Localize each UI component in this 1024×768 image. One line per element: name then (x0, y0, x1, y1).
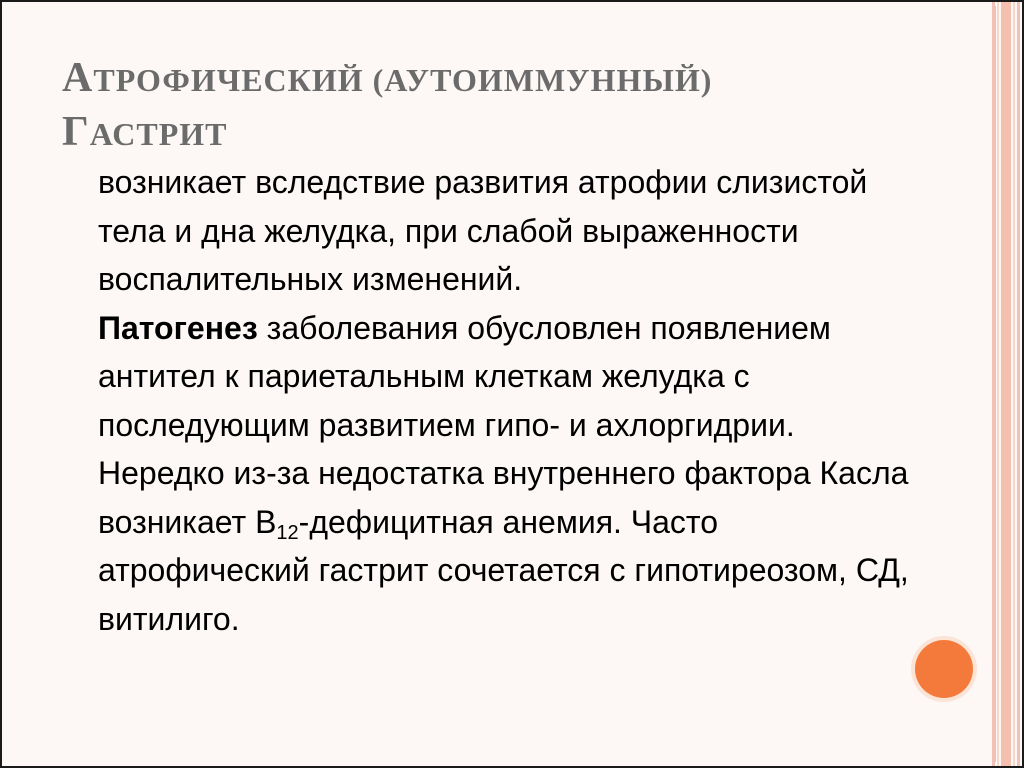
b12-subscript: 12 (276, 521, 299, 544)
pathogenesis-text: заболевания обусловлен появлением антител к париетальным клеткам желудка с последующим развитием гипо- и ахлоргидрии. Нередко из-за недостатка внутреннего фактора Касла возникает В (98, 309, 909, 540)
stripe (1017, 2, 1020, 766)
title-initial-letter-2: Г (62, 109, 90, 155)
stripe (992, 2, 995, 766)
stripe (1001, 2, 1011, 766)
decorative-circle-icon (915, 640, 973, 698)
title-word-1: ТРОФИЧЕСКИЙ (93, 62, 364, 98)
title-word-3: АСТРИТ (89, 116, 228, 152)
slide-body (98, 158, 918, 643)
slide-title (62, 52, 922, 160)
stripe (997, 2, 999, 766)
decorative-stripes (992, 2, 1022, 766)
title-initial-letter: А (62, 55, 94, 101)
body-intro: возникает вследствие развития атрофии слизистой тела и дна желудка, при слабой выраженности воспалительных изменений. (98, 164, 868, 297)
pathogenesis-term: Патогенез (98, 309, 258, 346)
body-conclusion: -дефицитная анемия. Часто атрофический гастрит сочетается с гипотиреозом, СД, витилиго. (98, 503, 909, 637)
title-word-2: (АУТОИММУННЫЙ) (363, 62, 713, 98)
stripe (1013, 2, 1015, 766)
